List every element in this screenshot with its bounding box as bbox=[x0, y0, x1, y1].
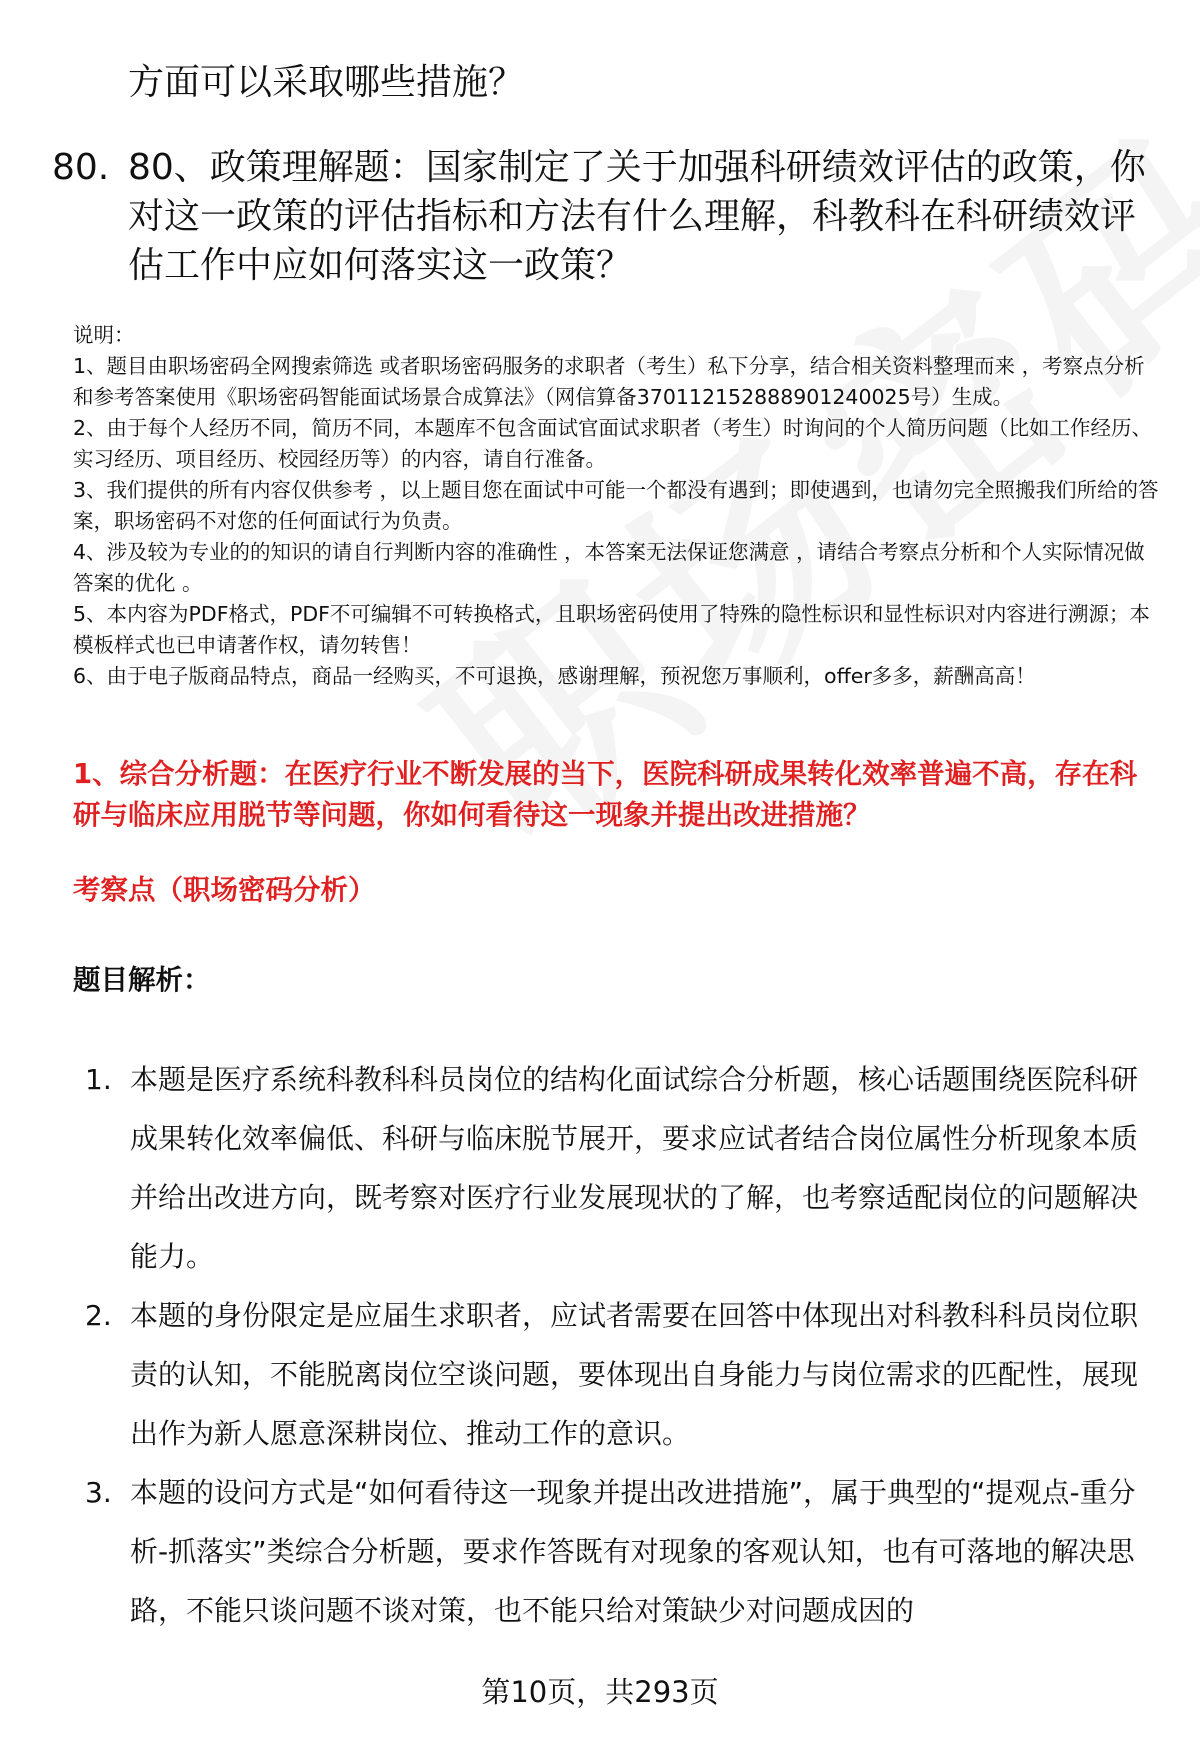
note-item: 1、题目由职场密码全网搜索筛选 或者职场密码服务的求职者（考生）私下分享，结合相关资料整理而来 ，考察点分析和参考答案使用《职场密码智能面试场景合成算法》（网信算备370112152888901240025号）生成。 bbox=[73, 354, 1145, 409]
note-item: 4、涉及较为专业的的知识的请自行判断内容的准确性 ，本答案无法保证您满意 ，请结合考察点分析和个人实际情况做答案的优化 。 bbox=[73, 540, 1145, 595]
note-item: 3、我们提供的所有内容仅供参考 ，以上题目您在面试中可能一个都没有遇到；即使遇到，也请勿完全照搬我们所给的答案，职场密码不对您的任何面试行为负责。 bbox=[73, 478, 1159, 533]
analysis-item-number: 2. bbox=[85, 1299, 112, 1332]
question-number: 80. bbox=[52, 147, 110, 188]
note-item: 5、本内容为PDF格式，PDF不可编辑不可转换格式，且职场密码使用了特殊的隐性标识和显性标识对内容进行溯源；本模板样式也已申请著作权，请勿转售！ bbox=[73, 602, 1150, 657]
question-1-heading: 1、综合分析题：在医疗行业不断发展的当下，医院科研成果转化效率普遍不高，存在科研与临床应用脱节等问题，你如何看待这一现象并提出改进措施？ bbox=[73, 758, 1138, 831]
notes-title: 说明： bbox=[73, 323, 135, 347]
question-text: 80、政策理解题：国家制定了关于加强科研绩效评估的政策，你对这一政策的评估指标和方法有什么理解，科教科在科研绩效评估工作中应如何落实这一政策？ bbox=[128, 147, 1146, 286]
page-footer: 第10页，共293页 bbox=[481, 1675, 719, 1709]
note-item: 6、由于电子版商品特点，商品一经购买，不可退换，感谢理解，预祝您万事顺利，offer多多，薪酬高高！ bbox=[73, 664, 1036, 688]
analysis-item-number: 1. bbox=[85, 1063, 112, 1096]
section-question-analysis: 题目解析： bbox=[73, 964, 211, 996]
analysis-item bbox=[85, 1463, 1165, 1640]
analysis-item-number: 3. bbox=[85, 1476, 112, 1509]
analysis-item-text: 本题的设问方式是“如何看待这一现象并提出改进措施”，属于典型的“提观点-重分析-抓落实”类综合分析题，要求作答既有对现象的客观认知，也有可落地的解决思路，不能只谈问题不谈对策，也不能只给对策缺少对问题成因的 bbox=[130, 1476, 1136, 1627]
section-assessment-points: 考察点（职场密码分析） bbox=[73, 874, 376, 906]
analysis-item-text: 本题的身份限定是应届生求职者，应试者需要在回答中体现出对科教科科员岗位职责的认知，不能脱离岗位空谈问题，要体现出自身能力与岗位需求的匹配性，展现出作为新人愿意深耕岗位、推动工作的意识。 bbox=[130, 1299, 1139, 1450]
analysis-item-text: 本题是医疗系统科教科科员岗位的结构化面试综合分析题，核心话题围绕医院科研成果转化效率偏低、科研与临床脱节展开，要求应试者结合岗位属性分析现象本质并给出改进方向，既考察对医疗行业发展现状的了解，也考察适配岗位的问题解决能力。 bbox=[130, 1063, 1139, 1273]
analysis-item bbox=[85, 1050, 1165, 1286]
disclaimer-notes bbox=[73, 320, 1163, 692]
analysis-item bbox=[85, 1286, 1165, 1463]
previous-question-tail: 方面可以采取哪些措施？ bbox=[128, 62, 525, 103]
analysis-list bbox=[85, 1050, 1165, 1640]
note-item: 2、由于每个人经历不同，简历不同，本题库不包含面试官面试求职者（考生）时询问的个人简历问题（比如工作经历、实习经历、项目经历、校园经历等）的内容，请自行准备。 bbox=[73, 416, 1153, 471]
